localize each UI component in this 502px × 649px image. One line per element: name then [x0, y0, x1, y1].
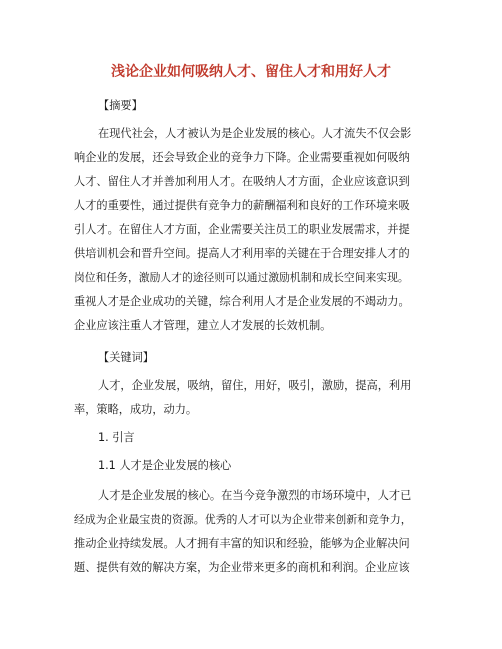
abstract-line: 响企业的发展，还会导致企业的竞争力下降。企业需要重视如何吸纳: [74, 151, 410, 164]
keywords-heading: 【关键词】: [98, 351, 154, 364]
abstract-line: 在现代社会，人才被认为是企业发展的核心。人才流失不仅会影: [98, 127, 412, 140]
document-title: 浅论企业如何吸纳人才、留住人才和用好人才: [111, 64, 391, 80]
body-line: 人才是企业发展的核心。在当今竞争激烈的市场环境中，人才已: [98, 489, 412, 502]
abstract-heading: 【摘要】: [98, 99, 143, 112]
abstract-line: 岗位和任务，激励人才的途径则可以通过激励机制和成长空间来实现。: [74, 271, 409, 284]
section-heading: 1. 引言: [98, 431, 135, 444]
abstract-line: 重视人才是企业成功的关键，综合利用人才是企业发展的不竭动力。: [74, 295, 410, 308]
abstract-line: 供培训机会和晋升空间。提高人才利用率的关键在于合理安排人才的: [74, 247, 410, 260]
abstract-line: 引人才。在留住人才方面，企业需要关注员工的职业发展需求，并提: [74, 223, 410, 236]
body-line: 经成为企业最宝贵的资源。优秀的人才可以为企业带来创新和竞争力，: [74, 513, 412, 526]
keywords-line: 率，策略，成功，动力。: [74, 403, 198, 416]
body-line: 题、提供有效的解决方案，为企业带来更多的商机和利润。企业应该: [74, 561, 410, 574]
abstract-line: 人才、留住人才并善加利用人才。在吸纳人才方面，企业应该意识到: [74, 175, 410, 188]
abstract-line: 人才的重要性，通过提供有竞争力的薪酬福利和良好的工作环境来吸: [74, 199, 410, 212]
body-line: 推动企业持续发展。人才拥有丰富的知识和经验，能够为企业解决问: [74, 537, 410, 550]
subsection-heading: 1.1 人才是企业发展的核心: [98, 459, 232, 472]
keywords-line: 人才，企业发展，吸纳，留住，用好，吸引，激励，提高，利用: [98, 379, 412, 392]
abstract-line: 企业应该注重人才管理，建立人才发展的长效机制。: [74, 319, 332, 332]
